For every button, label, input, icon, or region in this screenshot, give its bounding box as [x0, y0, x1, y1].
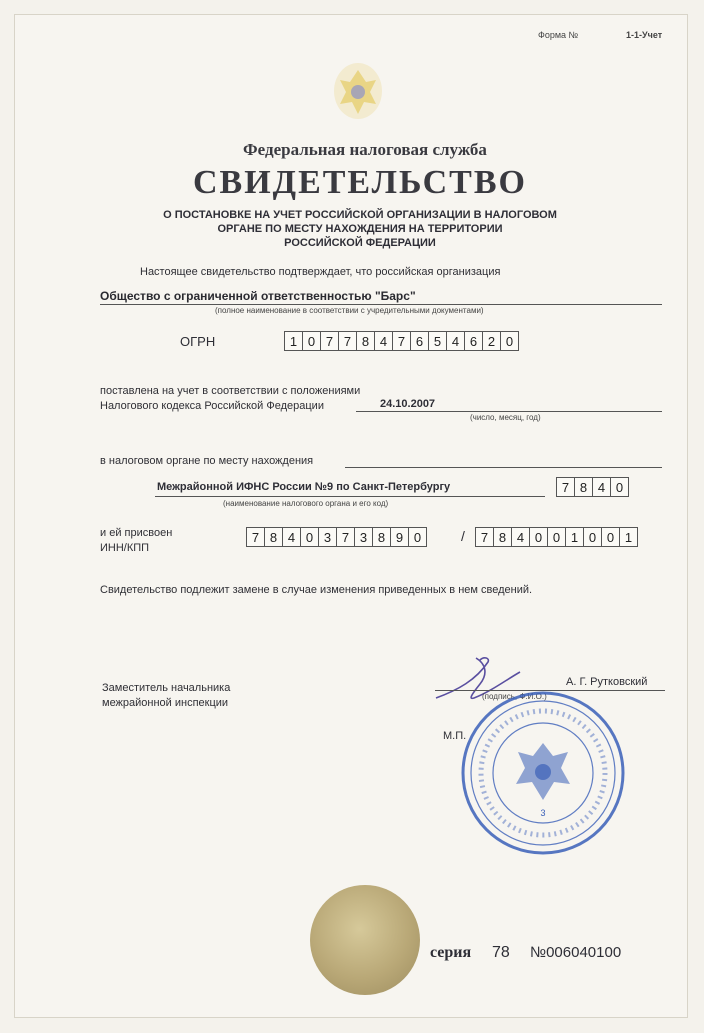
ogrn-digit-cell: 1: [284, 331, 303, 351]
ogrn-digit-cell: 4: [374, 331, 393, 351]
kpp-cells: [475, 527, 637, 547]
form-number: 1-1-Учет: [626, 30, 663, 40]
tax-office-name: Межрайонной ИФНС России №9 по Санкт-Петербургу: [157, 481, 451, 493]
inn-digit-cell: 8: [372, 527, 391, 547]
signer-name: А. Г. Рутковский: [566, 676, 648, 688]
subtitle-line-1: О ПОСТАНОВКЕ НА УЧЕТ РОССИЙСКОЙ ОРГАНИЗАЦИИ В НАЛОГОВОМ: [163, 209, 557, 221]
ogrn-digit-cell: 4: [446, 331, 465, 351]
stamp-place-label: М.П.: [443, 730, 467, 742]
tax-office-code-cell: 0: [610, 477, 629, 497]
inn-digit-cell: 4: [282, 527, 301, 547]
kpp-digit-cell: 7: [475, 527, 494, 547]
gold-seal-icon: [310, 885, 420, 995]
series-value: 78: [492, 944, 510, 961]
inn-digit-cell: 7: [336, 527, 355, 547]
kpp-digit-cell: 4: [511, 527, 530, 547]
service-name: Федеральная налоговая служба: [243, 140, 487, 159]
inn-digit-cell: 3: [354, 527, 373, 547]
kpp-digit-cell: 8: [493, 527, 512, 547]
series-label: серия: [430, 944, 472, 961]
date-underline: [356, 411, 662, 412]
inn-digit-cell: 0: [300, 527, 319, 547]
registered-line-1: поставлена на учет в соответствии с положениями: [100, 385, 361, 397]
kpp-digit-cell: 1: [619, 527, 638, 547]
signer-position-2: межрайонной инспекции: [102, 697, 229, 709]
ogrn-digit-cell: 0: [302, 331, 321, 351]
tax-office-underline: [155, 496, 545, 497]
kpp-digit-cell: 1: [565, 527, 584, 547]
assigned-label-2: ИНН/КПП: [100, 542, 150, 554]
tax-office-code-cells: [556, 477, 628, 497]
signature-hint: (подпись, Ф.И.О.): [482, 692, 547, 701]
inn-digit-cell: 9: [390, 527, 409, 547]
kpp-digit-cell: 0: [529, 527, 548, 547]
inn-cells: [246, 527, 426, 547]
tax-office-line: [345, 467, 662, 468]
inn-digit-cell: 7: [246, 527, 265, 547]
subtitle-line-2: ОРГАНЕ ПО МЕСТУ НАХОЖДЕНИЯ НА ТЕРРИТОРИИ: [217, 223, 503, 235]
ogrn-cells: [284, 331, 518, 351]
kpp-digit-cell: 0: [547, 527, 566, 547]
ogrn-digit-cell: 5: [428, 331, 447, 351]
confirm-text: Настоящее свидетельство подтверждает, что российская организация: [140, 266, 501, 278]
svg-text:3: 3: [540, 808, 546, 818]
replacement-notice: Свидетельство подлежит замене в случае изменения приведенных в нем сведений.: [100, 584, 533, 596]
signer-position-1: Заместитель начальника: [102, 682, 231, 694]
inn-digit-cell: 3: [318, 527, 337, 547]
date-hint: (число, месяц, год): [470, 413, 541, 422]
inn-digit-cell: 0: [408, 527, 427, 547]
assigned-label-1: и ей присвоен: [100, 527, 173, 539]
tax-office-code-cell: 7: [556, 477, 575, 497]
organization-name: Общество с ограниченной ответственностью "Барс": [100, 289, 416, 303]
org-name-underline: [100, 304, 662, 305]
subtitle-line-3: РОССИЙСКОЙ ФЕДЕРАЦИИ: [284, 237, 436, 249]
inn-kpp-separator: /: [461, 528, 465, 544]
emblem-icon: [328, 58, 388, 124]
ogrn-digit-cell: 6: [464, 331, 483, 351]
inn-digit-cell: 8: [264, 527, 283, 547]
ogrn-digit-cell: 7: [320, 331, 339, 351]
ogrn-digit-cell: 0: [500, 331, 519, 351]
ogrn-digit-cell: 7: [392, 331, 411, 351]
registration-date: 24.10.2007: [380, 398, 436, 410]
ogrn-digit-cell: 6: [410, 331, 429, 351]
tax-office-label: в налоговом органе по месту нахождения: [100, 455, 314, 467]
ogrn-digit-cell: 8: [356, 331, 375, 351]
org-name-hint: (полное наименование в соответствии с учредительными документами): [215, 306, 484, 315]
official-stamp-icon: [458, 688, 628, 858]
series-number: №006040100: [530, 944, 622, 961]
tax-office-code-cell: 4: [592, 477, 611, 497]
ogrn-label: ОГРН: [180, 334, 216, 349]
form-label: Форма №: [538, 30, 579, 40]
document-title: СВИДЕТЕЛЬСТВО: [193, 164, 527, 201]
kpp-digit-cell: 0: [583, 527, 602, 547]
tax-office-code-cell: 8: [574, 477, 593, 497]
ogrn-digit-cell: 7: [338, 331, 357, 351]
ogrn-digit-cell: 2: [482, 331, 501, 351]
registered-line-2: Налогового кодекса Российской Федерации: [100, 400, 324, 412]
kpp-digit-cell: 0: [601, 527, 620, 547]
tax-office-hint: (наименование налогового органа и его код): [223, 499, 389, 508]
document-subtitle: [110, 208, 610, 250]
